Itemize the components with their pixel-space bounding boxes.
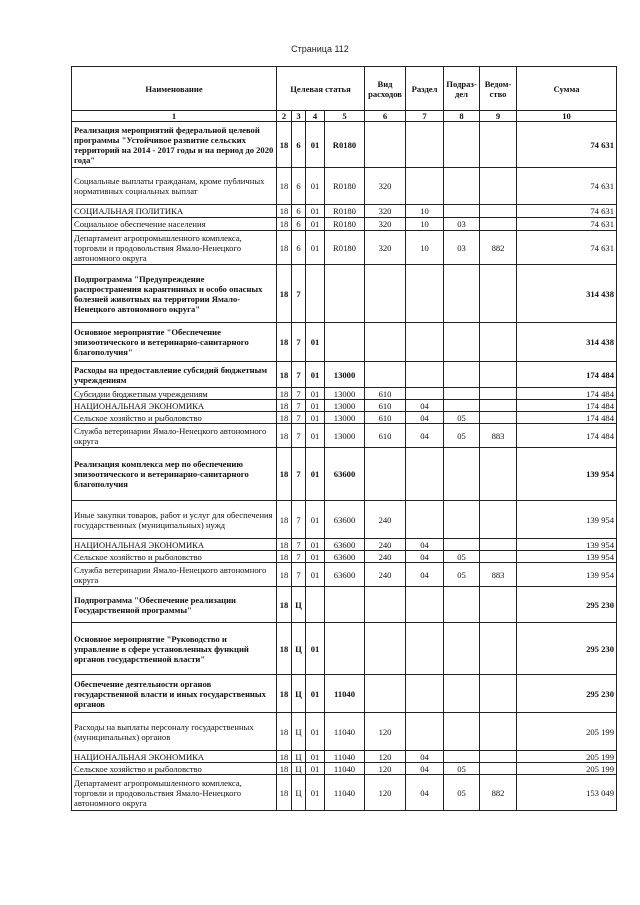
- row-code-3: 01: [306, 168, 325, 205]
- row-code-1: 18: [277, 388, 292, 400]
- row-code-1: 18: [277, 623, 292, 675]
- row-name: Реализация мероприятий федеральной целевой программы "Устойчивое развитие сельских территорий на 2014 - 2017 годы и на период до 2020 года": [72, 122, 277, 168]
- row-code-4: 63600: [325, 563, 365, 587]
- row-code-4: [325, 323, 365, 362]
- table-row: [72, 424, 617, 448]
- row-vedomstvo: [480, 400, 517, 412]
- budget-table: [71, 66, 617, 811]
- row-summa: 139 954: [517, 501, 617, 539]
- row-vid: [365, 362, 406, 388]
- row-code-4: [325, 265, 365, 323]
- row-name: НАЦИОНАЛЬНАЯ ЭКОНОМИКА: [72, 751, 277, 763]
- row-code-1: 18: [277, 168, 292, 205]
- row-vid: 120: [365, 713, 406, 751]
- row-podrazdel: [444, 323, 480, 362]
- row-podrazdel: [444, 501, 480, 539]
- row-podrazdel: 05: [444, 775, 480, 811]
- row-code-4: 11040: [325, 775, 365, 811]
- row-code-1: 18: [277, 400, 292, 412]
- row-name: Субсидии бюджетным учреждениям: [72, 388, 277, 400]
- row-code-3: 01: [306, 448, 325, 501]
- row-summa: 74 631: [517, 122, 617, 168]
- row-code-2: Ц: [292, 775, 306, 811]
- table-row: [72, 675, 617, 713]
- table-row: [72, 168, 617, 205]
- row-code-4: R0180: [325, 231, 365, 265]
- col-number: 3: [292, 111, 306, 122]
- row-podrazdel: [444, 751, 480, 763]
- row-razdel: 10: [406, 205, 444, 218]
- row-podrazdel: 05: [444, 424, 480, 448]
- row-summa: 153 049: [517, 775, 617, 811]
- row-code-2: 6: [292, 122, 306, 168]
- row-vedomstvo: [480, 763, 517, 775]
- row-code-4: [325, 587, 365, 623]
- row-summa: 295 230: [517, 675, 617, 713]
- row-summa: 74 631: [517, 231, 617, 265]
- row-podrazdel: [444, 265, 480, 323]
- row-vid: [365, 675, 406, 713]
- row-podrazdel: [444, 122, 480, 168]
- row-summa: 314 438: [517, 323, 617, 362]
- row-vedomstvo: [480, 218, 517, 231]
- row-razdel: 04: [406, 563, 444, 587]
- row-vid: 610: [365, 400, 406, 412]
- row-razdel: [406, 623, 444, 675]
- column-number-row: [72, 111, 617, 122]
- row-podrazdel: [444, 675, 480, 713]
- row-code-3: 01: [306, 122, 325, 168]
- row-podrazdel: [444, 362, 480, 388]
- table-row: [72, 323, 617, 362]
- row-code-1: 18: [277, 551, 292, 563]
- row-code-3: 01: [306, 412, 325, 424]
- row-code-1: 18: [277, 448, 292, 501]
- row-code-4: 11040: [325, 763, 365, 775]
- row-code-2: 7: [292, 362, 306, 388]
- row-vedomstvo: [480, 168, 517, 205]
- row-name: НАЦИОНАЛЬНАЯ ЭКОНОМИКА: [72, 400, 277, 412]
- row-code-1: 18: [277, 362, 292, 388]
- row-code-4: 63600: [325, 501, 365, 539]
- row-vid: 240: [365, 501, 406, 539]
- row-code-1: 18: [277, 675, 292, 713]
- row-vedomstvo: 883: [480, 563, 517, 587]
- row-code-1: 18: [277, 751, 292, 763]
- row-name: Иные закупки товаров, работ и услуг для обеспечения государственных (муниципальных) нужд: [72, 501, 277, 539]
- row-code-2: 7: [292, 265, 306, 323]
- row-razdel: 04: [406, 751, 444, 763]
- row-code-3: 01: [306, 388, 325, 400]
- row-code-4: 13000: [325, 388, 365, 400]
- row-vid: 240: [365, 563, 406, 587]
- row-name: Расходы на предоставление субсидий бюджетным учреждениям: [72, 362, 277, 388]
- row-code-2: 6: [292, 218, 306, 231]
- table-row: [72, 388, 617, 400]
- row-razdel: [406, 713, 444, 751]
- header-name: Наименование: [72, 67, 277, 111]
- col-number: 4: [306, 111, 325, 122]
- table-row: [72, 501, 617, 539]
- row-code-1: 18: [277, 424, 292, 448]
- row-code-1: 18: [277, 587, 292, 623]
- header-summa: Сумма: [517, 67, 617, 111]
- row-razdel: 04: [406, 763, 444, 775]
- row-code-1: 18: [277, 563, 292, 587]
- row-razdel: [406, 265, 444, 323]
- col-number: 9: [480, 111, 517, 122]
- row-razdel: [406, 323, 444, 362]
- table-row: [72, 400, 617, 412]
- row-summa: 174 484: [517, 424, 617, 448]
- row-vedomstvo: [480, 713, 517, 751]
- row-name: Социальные выплаты гражданам, кроме публичных нормативных социальных выплат: [72, 168, 277, 205]
- row-code-2: 7: [292, 501, 306, 539]
- row-code-3: 01: [306, 362, 325, 388]
- row-code-3: 01: [306, 675, 325, 713]
- row-code-2: 7: [292, 323, 306, 362]
- row-name: Основное мероприятие "Обеспечение эпизоотического и ветеринарно-санитарного благополучия": [72, 323, 277, 362]
- row-name: Сельское хозяйство и рыболовство: [72, 551, 277, 563]
- row-code-3: 01: [306, 539, 325, 551]
- row-podrazdel: [444, 205, 480, 218]
- row-summa: 205 199: [517, 763, 617, 775]
- row-vedomstvo: [480, 205, 517, 218]
- row-code-2: Ц: [292, 751, 306, 763]
- table-header-row: [72, 67, 617, 111]
- row-name: Служба ветеринарии Ямало-Ненецкого автономного округа: [72, 563, 277, 587]
- row-code-2: 6: [292, 231, 306, 265]
- row-summa: 74 631: [517, 218, 617, 231]
- row-vedomstvo: [480, 551, 517, 563]
- row-razdel: [406, 362, 444, 388]
- row-code-2: 7: [292, 448, 306, 501]
- row-podrazdel: [444, 168, 480, 205]
- row-vid: [365, 323, 406, 362]
- row-code-4: R0180: [325, 218, 365, 231]
- row-code-1: 18: [277, 231, 292, 265]
- row-vedomstvo: [480, 362, 517, 388]
- row-vid: 240: [365, 551, 406, 563]
- row-summa: 205 199: [517, 751, 617, 763]
- row-code-3: 01: [306, 563, 325, 587]
- row-code-4: 11040: [325, 675, 365, 713]
- header-vedomstvo: Ведом-ство: [480, 67, 517, 111]
- row-code-4: 13000: [325, 362, 365, 388]
- row-podrazdel: [444, 539, 480, 551]
- row-name: Подпрограмма "Обеспечение реализации Государственной программы": [72, 587, 277, 623]
- header-vid: Вид расходов: [365, 67, 406, 111]
- row-name: Департамент агропромышленного комплекса, торговли и продовольствия Ямало-Ненецкого автономного округа: [72, 775, 277, 811]
- row-code-1: 18: [277, 713, 292, 751]
- row-summa: 139 954: [517, 563, 617, 587]
- row-razdel: [406, 388, 444, 400]
- row-code-2: Ц: [292, 713, 306, 751]
- table-row: [72, 448, 617, 501]
- row-code-3: 01: [306, 751, 325, 763]
- row-code-2: 6: [292, 205, 306, 218]
- row-code-1: 18: [277, 775, 292, 811]
- row-vedomstvo: [480, 388, 517, 400]
- row-vedomstvo: [480, 122, 517, 168]
- row-podrazdel: [444, 388, 480, 400]
- row-podrazdel: [444, 623, 480, 675]
- row-vedomstvo: [480, 675, 517, 713]
- row-code-3: [306, 587, 325, 623]
- row-summa: 74 631: [517, 205, 617, 218]
- row-code-2: Ц: [292, 587, 306, 623]
- row-summa: 174 484: [517, 362, 617, 388]
- page-label: Страница 112: [291, 44, 349, 54]
- row-razdel: 04: [406, 412, 444, 424]
- row-vedomstvo: [480, 265, 517, 323]
- row-code-2: 7: [292, 563, 306, 587]
- row-summa: 295 230: [517, 587, 617, 623]
- row-podrazdel: 05: [444, 763, 480, 775]
- row-code-3: 01: [306, 501, 325, 539]
- row-code-4: 13000: [325, 424, 365, 448]
- row-code-4: 11040: [325, 713, 365, 751]
- row-code-3: 01: [306, 551, 325, 563]
- row-vid: 240: [365, 539, 406, 551]
- row-podrazdel: 03: [444, 218, 480, 231]
- row-code-2: 7: [292, 539, 306, 551]
- row-podrazdel: [444, 448, 480, 501]
- row-razdel: 04: [406, 775, 444, 811]
- row-vid: 610: [365, 388, 406, 400]
- row-vid: 120: [365, 775, 406, 811]
- row-vid: 610: [365, 424, 406, 448]
- row-code-4: 63600: [325, 539, 365, 551]
- row-summa: 174 484: [517, 400, 617, 412]
- row-name: Обеспечение деятельности органов государственной власти и иных государственных органов: [72, 675, 277, 713]
- row-vedomstvo: [480, 323, 517, 362]
- header-podrazdel: Подраз-дел: [444, 67, 480, 111]
- table-row: [72, 205, 617, 218]
- row-summa: 139 954: [517, 539, 617, 551]
- table-row: [72, 623, 617, 675]
- row-name: Департамент агропромышленного комплекса, торговли и продовольствия Ямало-Ненецкого автономного округа: [72, 231, 277, 265]
- row-code-4: R0180: [325, 122, 365, 168]
- row-code-2: 7: [292, 388, 306, 400]
- row-code-3: 01: [306, 424, 325, 448]
- col-number: 2: [277, 111, 292, 122]
- row-razdel: 10: [406, 231, 444, 265]
- row-name: Расходы на выплаты персоналу государственных (муниципальных) органов: [72, 713, 277, 751]
- row-code-1: 18: [277, 265, 292, 323]
- row-code-3: 01: [306, 775, 325, 811]
- row-podrazdel: 03: [444, 231, 480, 265]
- row-code-3: 01: [306, 323, 325, 362]
- row-podrazdel: 05: [444, 412, 480, 424]
- row-code-1: 18: [277, 205, 292, 218]
- row-summa: 74 631: [517, 168, 617, 205]
- row-vedomstvo: [480, 448, 517, 501]
- row-code-4: R0180: [325, 168, 365, 205]
- row-vid: [365, 448, 406, 501]
- row-code-1: 18: [277, 122, 292, 168]
- col-number: 1: [72, 111, 277, 122]
- row-razdel: 04: [406, 400, 444, 412]
- row-razdel: 04: [406, 539, 444, 551]
- row-code-1: 18: [277, 501, 292, 539]
- table-row: [72, 265, 617, 323]
- row-vid: 120: [365, 751, 406, 763]
- row-vid: 320: [365, 218, 406, 231]
- row-vid: [365, 265, 406, 323]
- table-row: [72, 775, 617, 811]
- row-podrazdel: [444, 587, 480, 623]
- row-code-1: 18: [277, 218, 292, 231]
- col-number: 5: [325, 111, 365, 122]
- row-name: НАЦИОНАЛЬНАЯ ЭКОНОМИКА: [72, 539, 277, 551]
- row-code-1: 18: [277, 763, 292, 775]
- row-razdel: 04: [406, 424, 444, 448]
- row-razdel: [406, 168, 444, 205]
- row-code-4: [325, 623, 365, 675]
- row-vedomstvo: [480, 751, 517, 763]
- header-target: Целевая статья: [277, 67, 365, 111]
- row-vid: 320: [365, 205, 406, 218]
- row-code-4: 63600: [325, 551, 365, 563]
- row-razdel: [406, 501, 444, 539]
- row-code-2: Ц: [292, 763, 306, 775]
- row-name: Служба ветеринарии Ямало-Ненецкого автономного округа: [72, 424, 277, 448]
- col-number: 7: [406, 111, 444, 122]
- row-code-2: 7: [292, 424, 306, 448]
- row-razdel: 10: [406, 218, 444, 231]
- row-vedomstvo: [480, 587, 517, 623]
- row-vid: 320: [365, 168, 406, 205]
- row-code-3: 01: [306, 231, 325, 265]
- col-number: 6: [365, 111, 406, 122]
- row-razdel: [406, 448, 444, 501]
- table-row: [72, 122, 617, 168]
- table-row: [72, 412, 617, 424]
- header-razdel: Раздел: [406, 67, 444, 111]
- row-name: Основное мероприятие "Руководство и управление в сфере установленных функций органов государственной власти": [72, 623, 277, 675]
- row-code-2: Ц: [292, 623, 306, 675]
- row-summa: 295 230: [517, 623, 617, 675]
- row-vid: [365, 623, 406, 675]
- row-code-4: 13000: [325, 400, 365, 412]
- row-summa: 314 438: [517, 265, 617, 323]
- row-code-4: R0180: [325, 205, 365, 218]
- table-row: [72, 551, 617, 563]
- row-code-1: 18: [277, 539, 292, 551]
- col-number: 8: [444, 111, 480, 122]
- row-code-3: 01: [306, 713, 325, 751]
- row-name: Сельское хозяйство и рыболовство: [72, 763, 277, 775]
- row-code-3: 01: [306, 400, 325, 412]
- row-razdel: 04: [406, 551, 444, 563]
- row-vedomstvo: 883: [480, 424, 517, 448]
- row-podrazdel: 05: [444, 551, 480, 563]
- row-code-2: Ц: [292, 675, 306, 713]
- row-code-3: 01: [306, 205, 325, 218]
- row-podrazdel: 05: [444, 563, 480, 587]
- row-code-2: 7: [292, 400, 306, 412]
- row-podrazdel: [444, 400, 480, 412]
- table-row: [72, 763, 617, 775]
- row-vedomstvo: [480, 412, 517, 424]
- row-vedomstvo: [480, 501, 517, 539]
- table-row: [72, 362, 617, 388]
- row-summa: 174 484: [517, 412, 617, 424]
- row-code-2: 7: [292, 412, 306, 424]
- table-row: [72, 751, 617, 763]
- row-vid: 320: [365, 231, 406, 265]
- row-vid: 120: [365, 763, 406, 775]
- row-name: Социальное обеспечение населения: [72, 218, 277, 231]
- row-summa: 174 484: [517, 388, 617, 400]
- row-code-3: 01: [306, 763, 325, 775]
- row-vid: 610: [365, 412, 406, 424]
- table-row: [72, 231, 617, 265]
- table-row: [72, 218, 617, 231]
- row-razdel: [406, 675, 444, 713]
- row-vedomstvo: [480, 623, 517, 675]
- row-code-4: 13000: [325, 412, 365, 424]
- row-summa: 139 954: [517, 551, 617, 563]
- row-razdel: [406, 122, 444, 168]
- row-name: Реализация комплекса мер по обеспечению эпизоотического и ветеринарно-санитарного благополучия: [72, 448, 277, 501]
- row-code-2: 7: [292, 551, 306, 563]
- row-code-4: 63600: [325, 448, 365, 501]
- row-name: Сельское хозяйство и рыболовство: [72, 412, 277, 424]
- row-razdel: [406, 587, 444, 623]
- row-vid: [365, 122, 406, 168]
- row-code-1: 18: [277, 412, 292, 424]
- table-row: [72, 539, 617, 551]
- row-code-1: 18: [277, 323, 292, 362]
- row-code-3: 01: [306, 218, 325, 231]
- row-summa: 139 954: [517, 448, 617, 501]
- row-name: СОЦИАЛЬНАЯ ПОЛИТИКА: [72, 205, 277, 218]
- table-row: [72, 563, 617, 587]
- row-name: Подпрограмма "Предупреждение распространения карантинных и особо опасных болезней животных на территории Ямало-Ненецкого автономного округа": [72, 265, 277, 323]
- row-code-2: 6: [292, 168, 306, 205]
- col-number: 10: [517, 111, 617, 122]
- table-row: [72, 587, 617, 623]
- row-vedomstvo: 882: [480, 775, 517, 811]
- table-row: [72, 713, 617, 751]
- row-code-3: [306, 265, 325, 323]
- row-code-3: 01: [306, 623, 325, 675]
- row-vedomstvo: [480, 539, 517, 551]
- row-code-4: 11040: [325, 751, 365, 763]
- row-summa: 205 199: [517, 713, 617, 751]
- row-vid: [365, 587, 406, 623]
- row-vedomstvo: 882: [480, 231, 517, 265]
- row-podrazdel: [444, 713, 480, 751]
